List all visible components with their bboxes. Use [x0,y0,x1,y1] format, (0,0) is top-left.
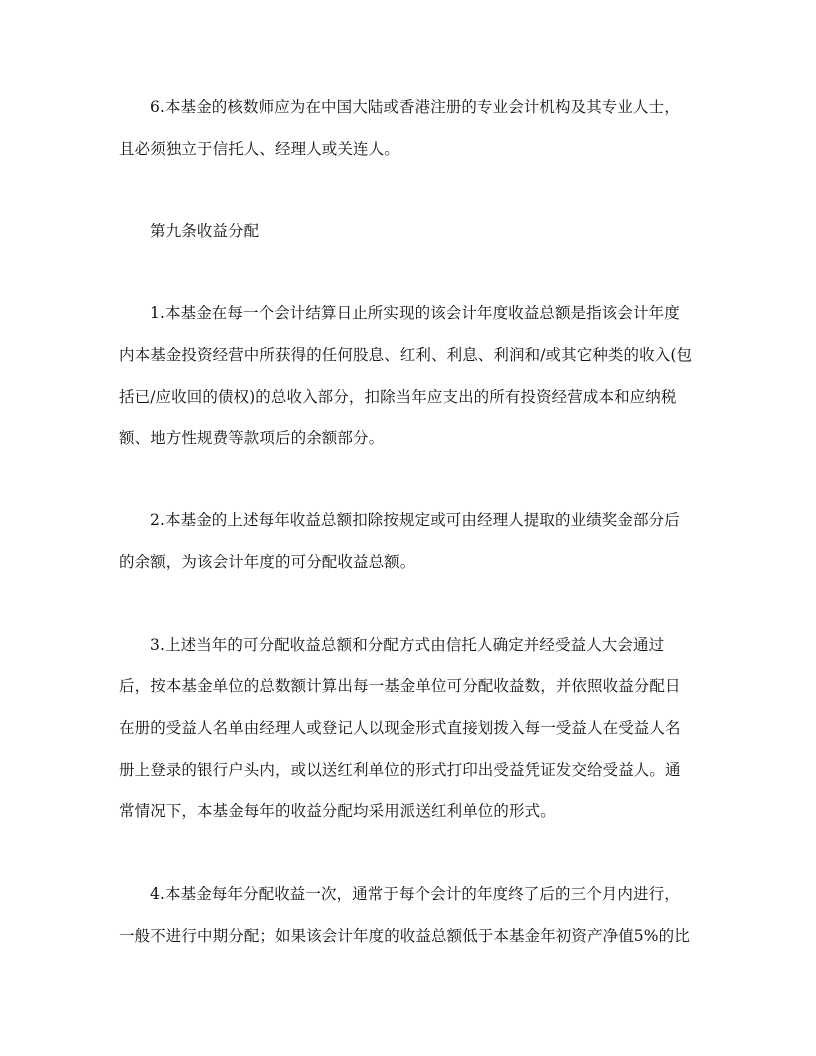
item-4-line-2: 一般不进行中期分配；如果该会计年度的收益总额低于本基金年初资产净值5%的比 [119,927,690,945]
item-3-line-1: 3.上述当年的可分配收益总额和分配方式由信托人确定并经受益人大会通过 [150,636,665,654]
clause-6-line-2: 且必须独立于信托人、经理人或关连人。 [119,140,400,158]
item-3-line-5: 常情况下，本基金每年的收益分配均采用派送红利单位的形式。 [119,802,556,820]
item-4-line-1: 4.本基金每年分配收益一次，通常于每个会计的年度终了后的三个月内进行， [150,885,680,903]
clause-6-line-1: 6.本基金的核数师应为在中国大陆或香港注册的专业会计机构及其专业人士， [150,98,680,116]
item-1-line-2: 内本基金投资经营中所获得的任何股息、红利、利息、利润和/或其它种类的收入(包 [119,346,693,364]
item-1-line-3: 括已/应收回的债权)的总收入部分，扣除当年应支出的所有投资经营成本和应纳税 [119,388,677,406]
item-1-line-1: 1.本基金在每一个会计结算日止所实现的该会计年度收益总额是指该会计年度 [150,304,680,322]
item-2-line-1: 2.本基金的上述每年收益总额扣除按规定或可由经理人提取的业绩奖金部分后 [150,511,680,529]
item-3-line-4: 册上登录的银行户头内，或以送红利单位的形式打印出受益凭证发交给受益人。通 [119,761,681,779]
item-2-line-2: 的余额，为该会计年度的可分配收益总额。 [119,553,416,571]
article-9-heading: 第九条收益分配 [150,222,260,240]
item-1-line-4: 额、地方性规费等款项后的余额部分。 [119,429,385,447]
item-3-line-3: 在册的受益人名单由经理人或登记人以现金形式直接划拨入每一受益人在受益人名 [119,719,681,737]
item-3-line-2: 后，按本基金单位的总数额计算出每一基金单位可分配收益数，并依照收益分配日 [119,677,681,695]
